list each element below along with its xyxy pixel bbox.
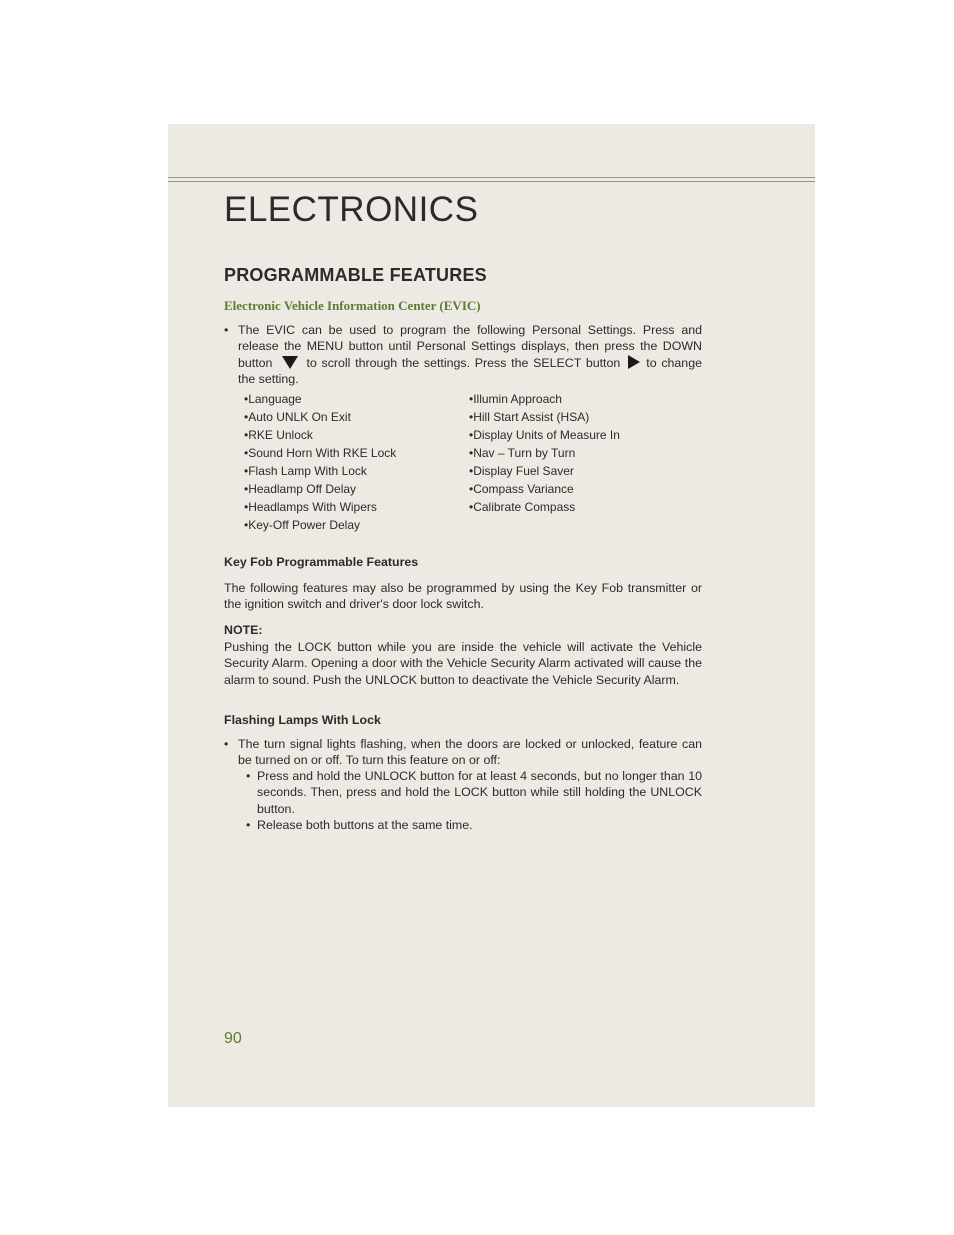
list-item: • Compass Variance xyxy=(469,480,620,498)
list-item: • Hill Start Assist (HSA) xyxy=(469,408,620,426)
list-item: • RKE Unlock xyxy=(244,426,396,444)
list-item: • Illumin Approach xyxy=(469,390,620,408)
flashing-steps xyxy=(246,768,702,833)
bullet-dot: • xyxy=(224,323,229,337)
flashing-bullet-text: The turn signal lights flashing, when the doors are locked or unlocked, feature can be turned on or off. To turn this feature on or off: xyxy=(238,737,702,768)
list-item: • Display Fuel Saver xyxy=(469,462,620,480)
header-rule-bottom xyxy=(168,181,815,182)
list-item: • Language xyxy=(244,390,396,408)
bullet-dot: • xyxy=(246,769,251,783)
evic-intro-text: The EVIC can be used to program the following Personal Settings. Press and release the MENU button until Personal Settings displays, then press the DOWN button to scroll through the settings. Press the SELECT button to change the setting. xyxy=(238,323,702,386)
chapter-title: ELECTRONICS xyxy=(224,190,479,229)
list-item: • Key-Off Power Delay xyxy=(244,516,396,534)
header-rule-top xyxy=(168,177,815,178)
subsection-title: Electronic Vehicle Information Center (EVIC) xyxy=(224,298,481,313)
section-title: PROGRAMMABLE FEATURES xyxy=(224,265,487,285)
evic-intro-bullet xyxy=(224,322,702,387)
right-triangle-icon xyxy=(628,355,640,369)
flashing-heading: Flashing Lamps With Lock xyxy=(224,713,381,727)
settings-list-right xyxy=(469,390,620,516)
down-triangle-icon xyxy=(282,356,298,369)
list-item: • Release both buttons at the same time. xyxy=(246,817,473,832)
flashing-bullet xyxy=(224,736,702,769)
list-item: • Headlamps With Wipers xyxy=(244,498,396,516)
bullet-dot: • xyxy=(246,817,251,832)
keyfob-heading: Key Fob Programmable Features xyxy=(224,555,419,569)
list-item: • Headlamp Off Delay xyxy=(244,480,396,498)
list-item: • Display Units of Measure In xyxy=(469,426,620,444)
list-item: • Sound Horn With RKE Lock xyxy=(244,444,396,462)
settings-list-left xyxy=(244,390,396,534)
note-text: Pushing the LOCK button while you are inside the vehicle will activate the Vehicle Security Alarm. Opening a door with the Vehicle Security Alarm activated will cause the alarm to sound. Push the UNLOCK button to deactivate the Vehicle Security Alarm. xyxy=(224,640,702,687)
list-item: • Nav – Turn by Turn xyxy=(469,444,620,462)
manual-page xyxy=(168,124,815,1107)
list-item: • Calibrate Compass xyxy=(469,498,620,516)
list-item: • Press and hold the UNLOCK button for at least 4 seconds, but no longer than 10 seconds. Then, press and hold the LOCK button while still holding the UNLOCK button. xyxy=(246,769,702,816)
page-number: 90 xyxy=(224,1030,242,1047)
list-item: • Flash Lamp With Lock xyxy=(244,462,396,480)
keyfob-text: The following features may also be programmed by using the Key Fob transmitter or the ignition switch and driver's door lock switch. xyxy=(224,581,702,612)
bullet-dot: • xyxy=(224,737,229,751)
note-label: NOTE: xyxy=(224,623,263,637)
list-item: • Auto UNLK On Exit xyxy=(244,408,396,426)
